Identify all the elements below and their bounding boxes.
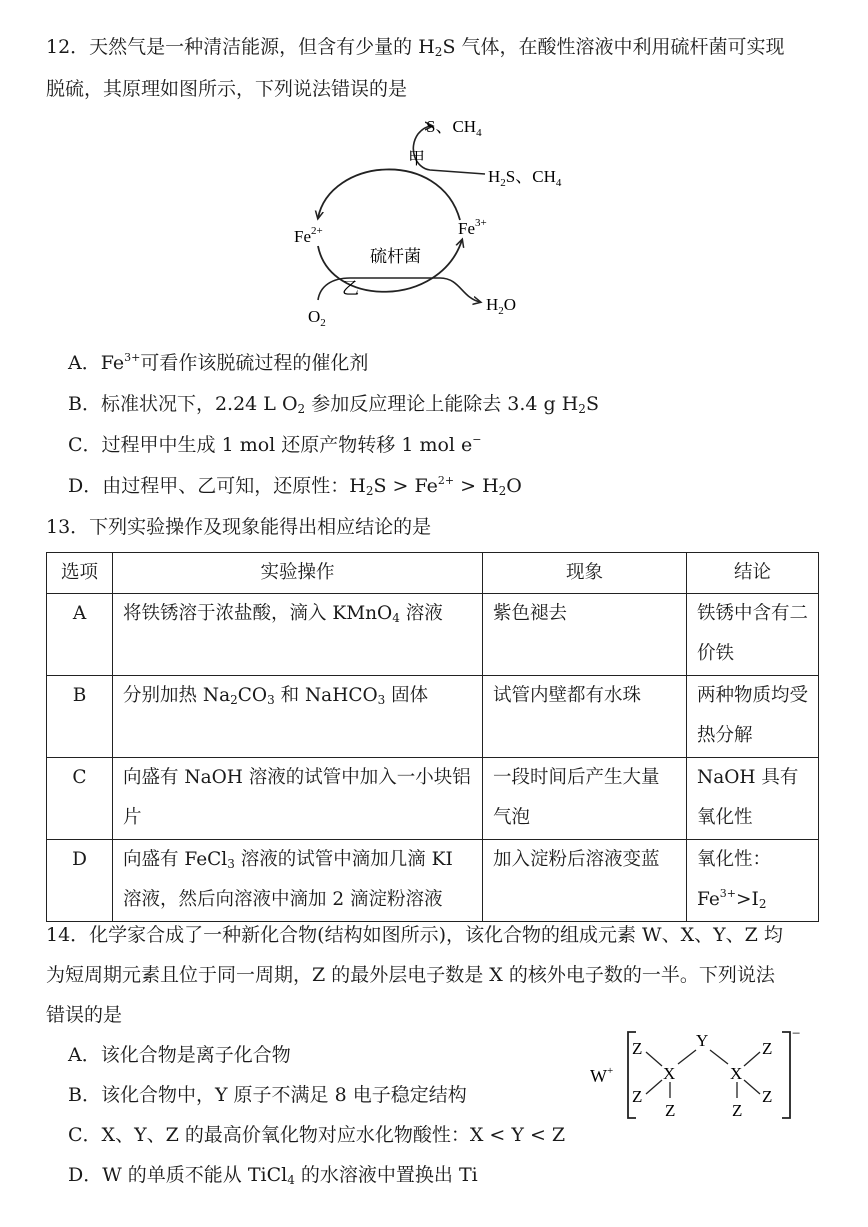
q14-option-b: B．该化合物中，Y 原子不满足 8 电子稳定结构 <box>68 1084 467 1106</box>
row-operation: 向盛有 FeCl$_3$ 溶液的试管中滴加几滴 KI 溶液，然后向溶液中滴加 2 滴淀粉溶液 <box>113 840 483 922</box>
row-operation: 将铁锈溶于浓盐酸，滴入 KMnO$_4$ 溶液 <box>113 594 483 676</box>
row-option: C <box>47 758 113 840</box>
center-label: 硫杆菌 <box>370 247 421 267</box>
q12-stem-line1: 12．天然气是一种清洁能源，但含有少量的 $H_2S$ 气体，在酸性溶液中利用硫杆菌可实现 <box>46 36 785 59</box>
row-option: B <box>47 676 113 758</box>
atom-z: Z <box>632 1087 643 1106</box>
row-phenomenon: 试管内壁都有水珠 <box>483 676 687 758</box>
atom-z: Z <box>665 1101 676 1120</box>
row-option: D <box>47 840 113 922</box>
compound-structure-diagram <box>586 1024 812 1124</box>
header-operation: 实验操作 <box>113 553 483 594</box>
atom-z: Z <box>762 1087 773 1106</box>
q14-option-c: C．X、Y、Z 的最高价氧化物对应水化物酸性：X < Y < Z <box>68 1124 566 1146</box>
top-input-label: $H_2S$、$CH_4$ <box>488 167 562 189</box>
row-conclusion: NaOH 具有氧化性 <box>687 758 819 840</box>
q12-option-a: A．$Fe^{3+}$可看作该脱硫过程的催化剂 <box>68 351 369 374</box>
table-row <box>47 676 819 758</box>
atom-z: Z <box>732 1101 743 1120</box>
row-phenomenon: 加入淀粉后溶液变蓝 <box>483 840 687 922</box>
bottom-input-label: $O_2$ <box>308 307 326 329</box>
header-conclusion: 结论 <box>687 553 819 594</box>
row-conclusion: 氧化性：$Fe^{3+}>I_2$ <box>687 840 819 922</box>
row-operation: 向盛有 NaOH 溶液的试管中加入一小块铝片 <box>113 758 483 840</box>
table-row <box>47 840 819 922</box>
atom-x-right: X <box>730 1064 743 1083</box>
q12-option-b: B．标准状况下，2.24 L $O_2$ 参加反应理论上能除去 3.4 g $H_2S$ <box>68 393 599 416</box>
atom-y: Y <box>696 1031 709 1050</box>
row-operation: 分别加热 $Na_2CO_3$ 和 NaHCO$_3$ 固体 <box>113 676 483 758</box>
q14-option-a: A．该化合物是离子化合物 <box>68 1044 291 1066</box>
q12-option-d: D．由过程甲、乙可知，还原性：$H_2S > Fe^{2+} > H_2O$ <box>68 474 522 498</box>
row-phenomenon: 一段时间后产生大量气泡 <box>483 758 687 840</box>
header-phenomenon: 现象 <box>483 553 687 594</box>
q12-stem-line2: 脱硫，其原理如图所示，下列说法错误的是 <box>46 78 408 100</box>
desulfurization-cycle-diagram <box>290 108 590 338</box>
q14-stem-line1: 14．化学家合成了一种新化合物(结构如图所示)，该化合物的组成元素 W、X、Y、Z 均 <box>46 924 783 946</box>
upper-arc-arrow <box>318 169 460 220</box>
charge-label: − <box>792 1026 801 1042</box>
process-b-label: 乙 <box>342 279 359 299</box>
header-option: 选项 <box>47 553 113 594</box>
right-ion-label: $Fe^{3+}$ <box>458 217 487 238</box>
left-ion-label: $Fe^{2+}$ <box>294 225 323 246</box>
row-conclusion: 两种物质均受热分解 <box>687 676 819 758</box>
bottom-product-label: $H_2O$ <box>486 295 517 317</box>
table-row <box>47 758 819 840</box>
process-a-label: 甲 <box>408 149 425 169</box>
q14-stem-line3: 错误的是 <box>46 1004 123 1026</box>
top-product-label: S、$CH_4$ <box>426 117 482 139</box>
table-row <box>47 594 819 676</box>
q14-option-d: D．W 的单质不能从 TiCl$_4$ 的水溶液中置换出 Ti <box>68 1164 478 1187</box>
atom-x-left: X <box>663 1064 676 1083</box>
q12-option-c: C．过程甲中生成 1 mol 还原产物转移 1 mol e− <box>68 433 482 456</box>
row-conclusion: 铁锈中含有二价铁 <box>687 594 819 676</box>
q13-experiment-table <box>46 552 819 922</box>
atom-z: Z <box>762 1039 773 1058</box>
cation-label: W+ <box>590 1065 614 1086</box>
row-option: A <box>47 594 113 676</box>
atom-z: Z <box>632 1039 643 1058</box>
q14-stem-line2: 为短周期元素且位于同一周期，Z 的最外层电子数是 X 的核外电子数的一半。下列说法 <box>46 964 775 986</box>
right-bracket <box>782 1032 790 1118</box>
table-header-row <box>47 553 819 594</box>
q13-stem: 13．下列实验操作及现象能得出相应结论的是 <box>46 516 432 538</box>
row-phenomenon: 紫色褪去 <box>483 594 687 676</box>
